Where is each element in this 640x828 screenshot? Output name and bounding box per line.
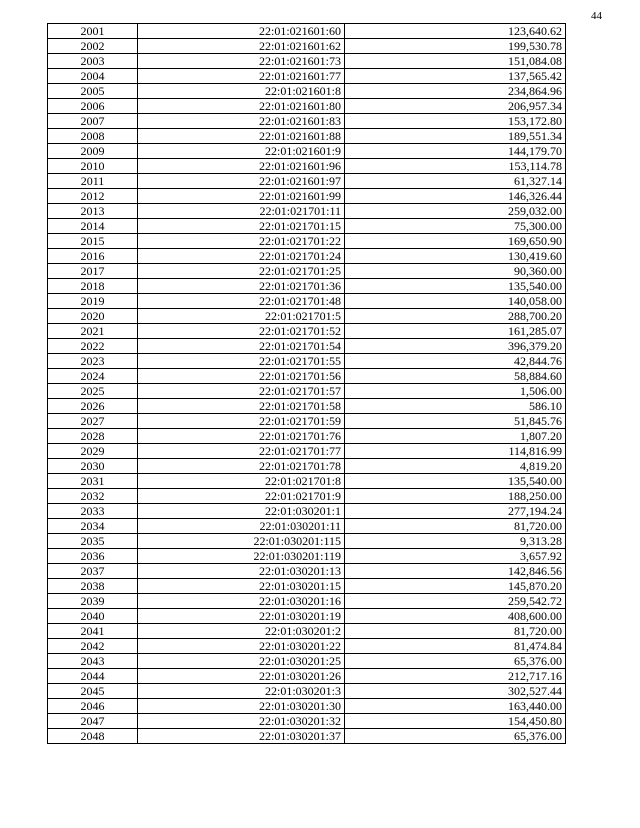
cadastral-number-cell: 22:01:021701:52 <box>138 324 345 339</box>
cadastral-number-cell: 22:01:021701:36 <box>138 279 345 294</box>
value-cell: 4,819.20 <box>345 459 566 474</box>
row-number-cell: 2019 <box>48 294 138 309</box>
row-number-cell: 2015 <box>48 234 138 249</box>
row-number-cell: 2008 <box>48 129 138 144</box>
row-number-cell: 2018 <box>48 279 138 294</box>
row-number-cell: 2042 <box>48 639 138 654</box>
cadastral-number-cell: 22:01:030201:3 <box>138 684 345 699</box>
table-row <box>48 699 566 714</box>
cadastral-number-cell: 22:01:030201:37 <box>138 729 345 744</box>
value-cell: 234,864.96 <box>345 84 566 99</box>
cadastral-number-cell: 22:01:030201:115 <box>138 534 345 549</box>
table-row <box>48 294 566 309</box>
table-row <box>48 654 566 669</box>
table-row <box>48 399 566 414</box>
value-cell: 151,084.08 <box>345 54 566 69</box>
table-row <box>48 609 566 624</box>
row-number-cell: 2046 <box>48 699 138 714</box>
value-cell: 142,846.56 <box>345 564 566 579</box>
cadastral-number-cell: 22:01:021701:55 <box>138 354 345 369</box>
cadastral-number-cell: 22:01:030201:11 <box>138 519 345 534</box>
row-number-cell: 2047 <box>48 714 138 729</box>
cadastral-number-cell: 22:01:030201:32 <box>138 714 345 729</box>
table-row <box>48 69 566 84</box>
cadastral-number-cell: 22:01:021701:57 <box>138 384 345 399</box>
value-cell: 206,957.34 <box>345 99 566 114</box>
cadastral-number-cell: 22:01:030201:30 <box>138 699 345 714</box>
cadastral-value-table <box>47 23 566 744</box>
cadastral-number-cell: 22:01:021701:56 <box>138 369 345 384</box>
value-cell: 302,527.44 <box>345 684 566 699</box>
value-cell: 81,720.00 <box>345 624 566 639</box>
value-cell: 212,717.16 <box>345 669 566 684</box>
cadastral-number-cell: 22:01:030201:16 <box>138 594 345 609</box>
value-cell: 1,506.00 <box>345 384 566 399</box>
value-cell: 153,172.80 <box>345 114 566 129</box>
row-number-cell: 2033 <box>48 504 138 519</box>
value-cell: 189,551.34 <box>345 129 566 144</box>
value-cell: 396,379.20 <box>345 339 566 354</box>
row-number-cell: 2024 <box>48 369 138 384</box>
table-row <box>48 339 566 354</box>
value-cell: 81,720.00 <box>345 519 566 534</box>
cadastral-number-cell: 22:01:021601:73 <box>138 54 345 69</box>
cadastral-number-cell: 22:01:021701:8 <box>138 474 345 489</box>
row-number-cell: 2025 <box>48 384 138 399</box>
row-number-cell: 2034 <box>48 519 138 534</box>
cadastral-number-cell: 22:01:021701:25 <box>138 264 345 279</box>
table-row <box>48 504 566 519</box>
value-cell: 154,450.80 <box>345 714 566 729</box>
cadastral-number-cell: 22:01:021601:60 <box>138 24 345 39</box>
table-row <box>48 639 566 654</box>
row-number-cell: 2036 <box>48 549 138 564</box>
value-cell: 145,870.20 <box>345 579 566 594</box>
row-number-cell: 2026 <box>48 399 138 414</box>
value-cell: 169,650.90 <box>345 234 566 249</box>
cadastral-number-cell: 22:01:021701:24 <box>138 249 345 264</box>
row-number-cell: 2009 <box>48 144 138 159</box>
value-cell: 114,816.99 <box>345 444 566 459</box>
value-cell: 408,600.00 <box>345 609 566 624</box>
cadastral-number-cell: 22:01:021701:77 <box>138 444 345 459</box>
row-number-cell: 2031 <box>48 474 138 489</box>
cadastral-number-cell: 22:01:021701:22 <box>138 234 345 249</box>
table-row <box>48 669 566 684</box>
cadastral-number-cell: 22:01:021701:9 <box>138 489 345 504</box>
row-number-cell: 2023 <box>48 354 138 369</box>
value-cell: 288,700.20 <box>345 309 566 324</box>
cadastral-number-cell: 22:01:030201:2 <box>138 624 345 639</box>
table-row <box>48 204 566 219</box>
value-cell: 3,657.92 <box>345 549 566 564</box>
cadastral-number-cell: 22:01:030201:26 <box>138 669 345 684</box>
row-number-cell: 2027 <box>48 414 138 429</box>
cadastral-number-cell: 22:01:030201:1 <box>138 504 345 519</box>
table-row <box>48 519 566 534</box>
table-row <box>48 129 566 144</box>
value-cell: 58,884.60 <box>345 369 566 384</box>
value-cell: 61,327.14 <box>345 174 566 189</box>
value-cell: 146,326.44 <box>345 189 566 204</box>
row-number-cell: 2035 <box>48 534 138 549</box>
value-cell: 188,250.00 <box>345 489 566 504</box>
row-number-cell: 2045 <box>48 684 138 699</box>
row-number-cell: 2021 <box>48 324 138 339</box>
table-row <box>48 39 566 54</box>
value-cell: 1,807.20 <box>345 429 566 444</box>
table-row <box>48 624 566 639</box>
table-row <box>48 24 566 39</box>
cadastral-number-cell: 22:01:021701:78 <box>138 459 345 474</box>
table-row <box>48 714 566 729</box>
row-number-cell: 2010 <box>48 159 138 174</box>
row-number-cell: 2003 <box>48 54 138 69</box>
cadastral-number-cell: 22:01:021701:15 <box>138 219 345 234</box>
table-row <box>48 159 566 174</box>
value-cell: 65,376.00 <box>345 654 566 669</box>
cadastral-number-cell: 22:01:021601:80 <box>138 99 345 114</box>
value-cell: 259,032.00 <box>345 204 566 219</box>
value-cell: 130,419.60 <box>345 249 566 264</box>
table-row <box>48 174 566 189</box>
cadastral-number-cell: 22:01:030201:22 <box>138 639 345 654</box>
row-number-cell: 2013 <box>48 204 138 219</box>
cadastral-number-cell: 22:01:021601:83 <box>138 114 345 129</box>
table-row <box>48 489 566 504</box>
value-cell: 137,565.42 <box>345 69 566 84</box>
row-number-cell: 2029 <box>48 444 138 459</box>
cadastral-number-cell: 22:01:021601:99 <box>138 189 345 204</box>
table-row <box>48 534 566 549</box>
row-number-cell: 2028 <box>48 429 138 444</box>
table-row <box>48 99 566 114</box>
row-number-cell: 2041 <box>48 624 138 639</box>
cadastral-number-cell: 22:01:021601:8 <box>138 84 345 99</box>
cadastral-number-cell: 22:01:030201:25 <box>138 654 345 669</box>
value-cell: 135,540.00 <box>345 279 566 294</box>
row-number-cell: 2014 <box>48 219 138 234</box>
table-row <box>48 354 566 369</box>
table-row <box>48 729 566 744</box>
value-cell: 144,179.70 <box>345 144 566 159</box>
cadastral-number-cell: 22:01:021701:11 <box>138 204 345 219</box>
table-row <box>48 249 566 264</box>
row-number-cell: 2038 <box>48 579 138 594</box>
row-number-cell: 2030 <box>48 459 138 474</box>
row-number-cell: 2048 <box>48 729 138 744</box>
value-cell: 586.10 <box>345 399 566 414</box>
value-cell: 259,542.72 <box>345 594 566 609</box>
table-row <box>48 264 566 279</box>
table-row <box>48 114 566 129</box>
row-number-cell: 2001 <box>48 24 138 39</box>
table-row <box>48 474 566 489</box>
value-cell: 163,440.00 <box>345 699 566 714</box>
cadastral-number-cell: 22:01:021601:9 <box>138 144 345 159</box>
table-row <box>48 579 566 594</box>
table-row <box>48 144 566 159</box>
table-row <box>48 279 566 294</box>
value-cell: 277,194.24 <box>345 504 566 519</box>
row-number-cell: 2017 <box>48 264 138 279</box>
row-number-cell: 2037 <box>48 564 138 579</box>
value-cell: 90,360.00 <box>345 264 566 279</box>
row-number-cell: 2006 <box>48 99 138 114</box>
table-row <box>48 384 566 399</box>
cadastral-number-cell: 22:01:021701:54 <box>138 339 345 354</box>
cadastral-number-cell: 22:01:021701:48 <box>138 294 345 309</box>
value-cell: 161,285.07 <box>345 324 566 339</box>
cadastral-number-cell: 22:01:021701:76 <box>138 429 345 444</box>
row-number-cell: 2039 <box>48 594 138 609</box>
cadastral-number-cell: 22:01:021701:5 <box>138 309 345 324</box>
table-row <box>48 309 566 324</box>
value-cell: 75,300.00 <box>345 219 566 234</box>
table-row <box>48 459 566 474</box>
value-cell: 199,530.78 <box>345 39 566 54</box>
row-number-cell: 2022 <box>48 339 138 354</box>
table-row <box>48 429 566 444</box>
row-number-cell: 2002 <box>48 39 138 54</box>
cadastral-number-cell: 22:01:021601:88 <box>138 129 345 144</box>
table-body <box>48 24 566 744</box>
cadastral-number-cell: 22:01:021601:62 <box>138 39 345 54</box>
row-number-cell: 2032 <box>48 489 138 504</box>
cadastral-number-cell: 22:01:030201:119 <box>138 549 345 564</box>
table-row <box>48 324 566 339</box>
table-row <box>48 219 566 234</box>
table-row <box>48 684 566 699</box>
value-cell: 153,114.78 <box>345 159 566 174</box>
value-cell: 140,058.00 <box>345 294 566 309</box>
cadastral-number-cell: 22:01:021701:59 <box>138 414 345 429</box>
value-cell: 42,844.76 <box>345 354 566 369</box>
table-row <box>48 444 566 459</box>
row-number-cell: 2004 <box>48 69 138 84</box>
value-cell: 51,845.76 <box>345 414 566 429</box>
value-cell: 123,640.62 <box>345 24 566 39</box>
row-number-cell: 2007 <box>48 114 138 129</box>
row-number-cell: 2016 <box>48 249 138 264</box>
row-number-cell: 2011 <box>48 174 138 189</box>
row-number-cell: 2043 <box>48 654 138 669</box>
row-number-cell: 2044 <box>48 669 138 684</box>
cadastral-number-cell: 22:01:021601:97 <box>138 174 345 189</box>
row-number-cell: 2012 <box>48 189 138 204</box>
row-number-cell: 2005 <box>48 84 138 99</box>
cadastral-number-cell: 22:01:021701:58 <box>138 399 345 414</box>
cadastral-number-cell: 22:01:030201:15 <box>138 579 345 594</box>
page-number: 44 <box>591 10 602 22</box>
value-cell: 65,376.00 <box>345 729 566 744</box>
table-row <box>48 54 566 69</box>
table-row <box>48 414 566 429</box>
cadastral-number-cell: 22:01:030201:19 <box>138 609 345 624</box>
table-row <box>48 549 566 564</box>
table-row <box>48 84 566 99</box>
cadastral-number-cell: 22:01:021601:77 <box>138 69 345 84</box>
cadastral-number-cell: 22:01:030201:13 <box>138 564 345 579</box>
table-row <box>48 189 566 204</box>
table-row <box>48 564 566 579</box>
value-cell: 135,540.00 <box>345 474 566 489</box>
table-row <box>48 594 566 609</box>
table-row <box>48 369 566 384</box>
value-cell: 81,474.84 <box>345 639 566 654</box>
value-cell: 9,313.28 <box>345 534 566 549</box>
row-number-cell: 2020 <box>48 309 138 324</box>
table-row <box>48 234 566 249</box>
row-number-cell: 2040 <box>48 609 138 624</box>
cadastral-number-cell: 22:01:021601:96 <box>138 159 345 174</box>
